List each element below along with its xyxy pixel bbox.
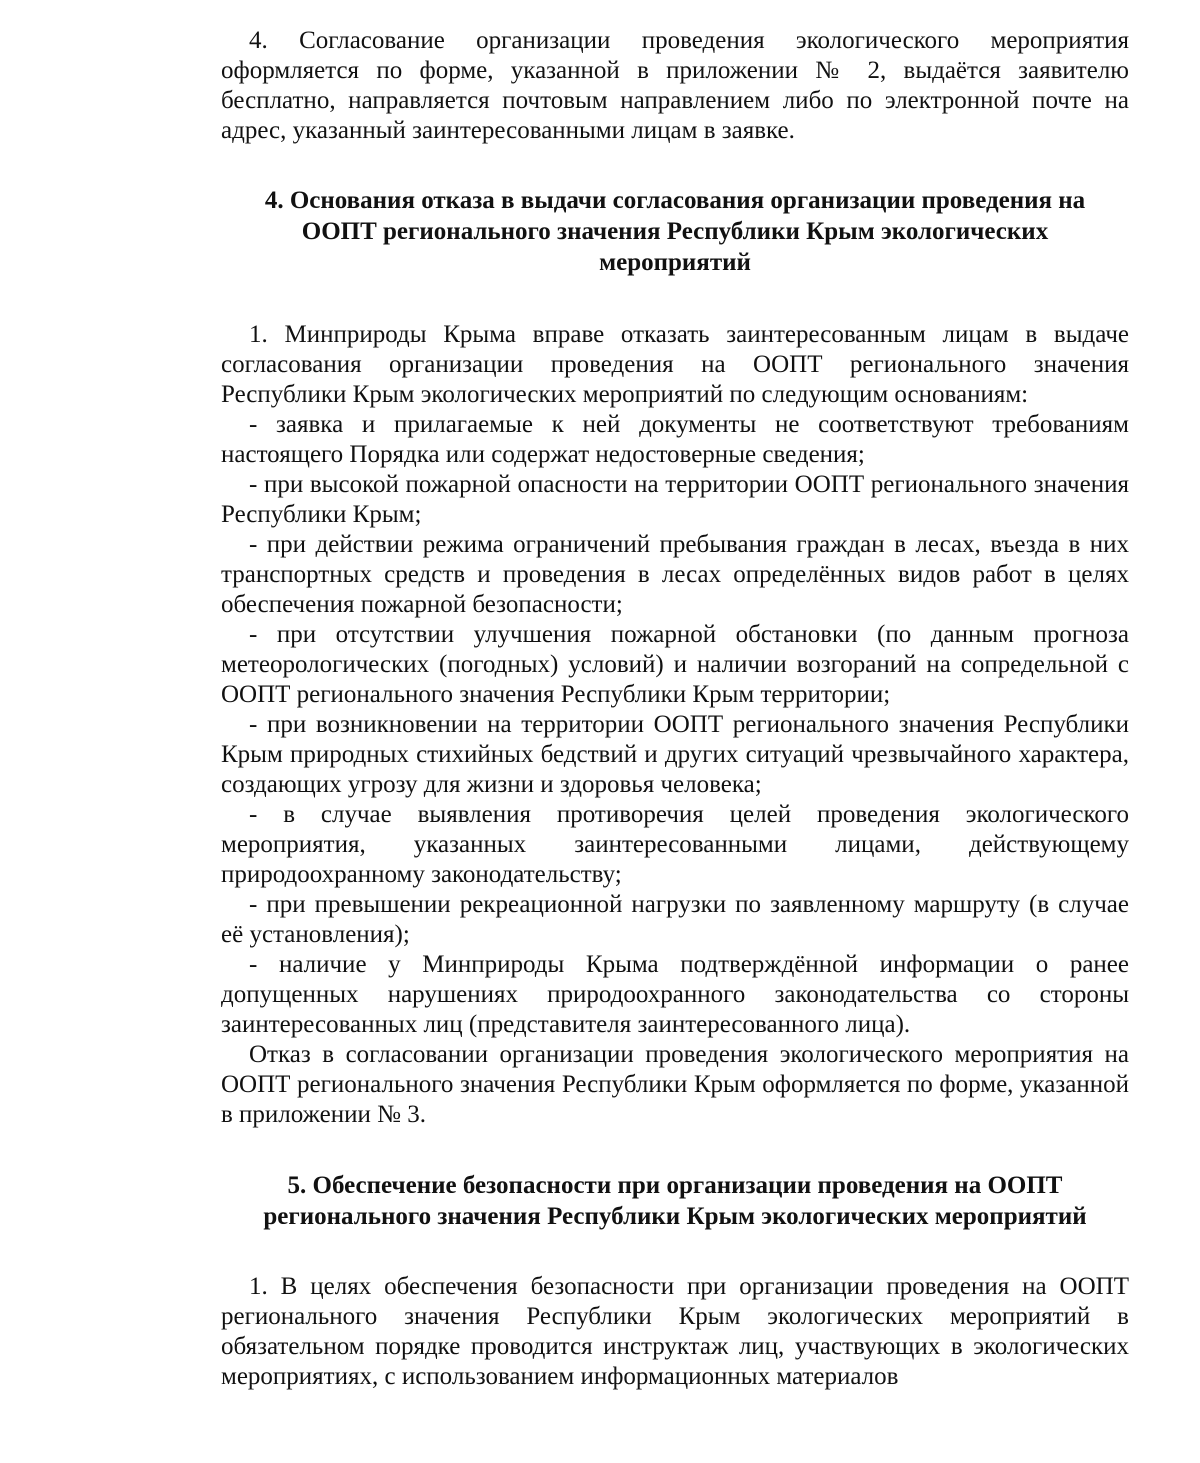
- ground-item: - при возникновении на территории ООПТ регионального значения Республики Крым природных стихийных бедствий и других ситуаций чрезвычайного характера, создающих угрозу для жизни и здоровья человека;: [221, 711, 1129, 798]
- ground-item: - при действии режима ограничений пребывания граждан в лесах, въезда в них транспортных средств и проведения в лесах определённых видов работ в целях обеспечения пожарной безопасности;: [221, 531, 1129, 618]
- ground-item: - при высокой пожарной опасности на территории ООПТ регионального значения Республики Крым;: [221, 471, 1129, 528]
- ground-item: - наличие у Минприроды Крыма подтверждённой информации о ранее допущенных нарушениях природоохранного законодательства со стороны заинтересованных лиц (представителя заинтересованного лица).: [221, 951, 1129, 1038]
- ground-item: - заявка и прилагаемые к ней документы не соответствуют требованиям настоящего Порядка или содержат недостоверные сведения;: [221, 411, 1129, 468]
- refusal-form-paragraph: Отказ в согласовании организации проведения экологического мероприятия на ООПТ регионального значения Республики Крым оформляется по форме, указанной в приложении № 3.: [221, 1041, 1129, 1128]
- document-page: [221, 26, 1129, 1392]
- section-4-heading: 4. Основания отказа в выдачи согласования организации проведения на ООПТ регионального значения Республики Крым экологических мероприятий: [264, 187, 1086, 276]
- section-5-heading: 5. Обеспечение безопасности при организации проведения на ООПТ регионального значения Республики Крым экологических мероприятий: [263, 1172, 1087, 1230]
- ground-item: - в случае выявления противоречия целей проведения экологического мероприятия, указанных заинтересованными лицами, действующему природоохранному законодательству;: [221, 801, 1129, 888]
- ground-item: - при отсутствии улучшения пожарной обстановки (по данным прогноза метеорологических (погодных) условий) и наличии возгораний на сопредельной с ООПТ регионального значения Республики Крым территории;: [221, 621, 1129, 708]
- section-5-paragraph-1: 1. В целях обеспечения безопасности при организации проведения на ООПТ регионального значения Республики Крым экологических мероприятий в обязательном порядке проводится инструктаж лиц, участвующих в экологических мероприятиях, с использованием информационных материалов: [221, 1273, 1129, 1390]
- intro-paragraph: 4. Согласование организации проведения экологического мероприятия оформляется по форме, указанной в приложении № 2, выдаётся заявителю бесплатно, направляется почтовым направлением либо по электронной почте на адрес, указанный заинтересованными лицам в заявке.: [221, 27, 1129, 144]
- section-4-paragraph-1: 1. Минприроды Крыма вправе отказать заинтересованным лицам в выдаче согласования организации проведения на ООПТ регионального значения Республики Крым экологических мероприятий по следующим основаниям:: [221, 321, 1129, 408]
- ground-item: - при превышении рекреационной нагрузки по заявленному маршруту (в случае её установления);: [221, 891, 1129, 948]
